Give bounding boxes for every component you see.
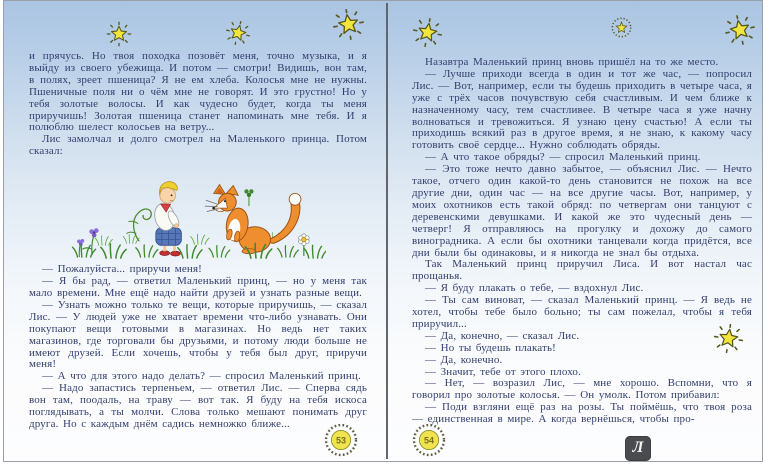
watermark-letter: Л <box>632 438 644 456</box>
clover <box>244 189 253 206</box>
prince-and-fox-drawing <box>70 163 326 261</box>
page-left <box>29 1 367 461</box>
violet-flower <box>82 228 98 255</box>
paragraph: — Да, конечно, — сказал Лис. <box>425 329 580 342</box>
paragraph: — Надо запастись терпеньем, — ответил Лис. — Сперва сядь вон там, поодаль, на траву — вот так. Я буду на тебя искоса поглядывать, а ты молчи. Слова только мешают понимать друг друга. Но с каждым днём садись немножко ближе... <box>29 382 367 430</box>
paragraph: Назавтра Маленький принц вновь пришёл на то же место. <box>425 56 719 68</box>
prince-and-fox-illustration <box>70 163 326 261</box>
paragraph: — А что такое обряды? — спросил Маленький принц. <box>425 151 701 164</box>
paragraph: — Я буду плакать о тебе, — вздохнул Лис. <box>425 282 644 295</box>
paragraph: — Это тоже нечто давно забытое, — объяснил Лис. — Нечто такое, отчего один какой-то день становится не похож на все другие дни, один час — на все другие часы. Вот, например, у моих охотников есть такой обряд: по четвергам они танцуют с деревенскими девушками. И какой же это чудесный день — четверг! Я отправляюсь на прогулку и дохожу до самого виноградника. А если бы охотники танцевали когда придётся, все дни были бы одинаковы, и я никогда не знал бы отдыха. <box>412 163 752 259</box>
curly-fern <box>126 209 151 241</box>
fox-figure <box>205 185 301 254</box>
paragraph: — Узнать можно только те вещи, которые приручишь, — сказал Лис. — У людей уже не хватает времени что-либо узнавать. Они покупают вещи готовыми в магазинах. Но ведь нет таких магазинов, где торговали бы друзьями, и потому люди больше не имеют друзей. Если хочешь, чтобы у тебя был друг, приручи меня! <box>29 298 367 371</box>
paragraph: — Пожалуйста... приручи меня! <box>42 263 202 276</box>
page-number-right: 54 <box>423 435 435 446</box>
paragraph: — Поди взгляни ещё раз на розы. Ты поймёшь, что твоя роза — единственная в мире. А когда вернёшься, чтобы про- <box>412 401 752 426</box>
paragraph: — Я бы рад, — ответил Маленький принц, — но у меня так мало времени. Мне ещё надо найти друзей и узнать разные вещи. <box>29 275 367 299</box>
book-spread <box>3 0 763 462</box>
sun-page-number-icon <box>322 421 360 459</box>
paragraph: Так Маленький принц приручил Лиса. И вот настал час прощанья. <box>412 258 752 283</box>
page-gutter-line <box>386 3 388 459</box>
paragraph: Лис замолчал и долго смотрел на Маленького принца. Потом сказал: <box>29 133 367 158</box>
star-doodle-icon <box>711 321 746 356</box>
paragraph: — Лучше приходи всегда в один и тот же час, — попросил Лис. — Вот, например, если ты будешь приходить в четыре часа, я уже с трёх часов почувствую себя счастливым. И чем ближе к назначенному часу, тем счастливее. В четыре часа я уже начну волноваться и тревожиться. Я узнаю цену счастью! А если ты приходишь всякий раз в другое время, я не знаю, к какому часу готовить своё сердце... Нужно соблюдать обряды. <box>412 67 752 152</box>
paragraph: — Нет, — возразил Лис, — мне хорошо. Вспомни, что я говорил про золотые колосья. — Он умолк. Потом прибавил: <box>412 377 752 402</box>
paragraph: — Да, конечно. <box>425 353 503 366</box>
page-right <box>412 1 752 461</box>
paragraph: — А что для этого надо делать? — спросил Маленький принц. <box>42 370 361 383</box>
page-number-left: 53 <box>335 435 347 446</box>
sun-page-number-icon <box>410 421 448 459</box>
paragraph: — Но ты будешь плакать! <box>425 341 556 354</box>
labirint-watermark-logo <box>625 436 651 461</box>
paragraph: — Ты сам виноват, — сказал Маленький принц. — Я ведь не хотел, чтобы тебе было больно; ты сам пожелал, чтобы я тебя приручил... <box>412 294 752 330</box>
paragraph: — Значит, тебе от этого плохо. <box>425 365 581 378</box>
little-prince-figure <box>152 182 181 256</box>
paragraph: и прячусь. Но твоя походка позовёт меня, точно музыка, и я выйду из своего убежища. И потом — смотри! Видишь, вон там, в полях, зреет пшеница? Я не ем хлеба. Колосья мне не нужны. Пшеничные поля ни о чём мне не говорят. И это грустно! Но у тебя золотые волосы. И как чудесно будет, когда ты меня приручишь! Золотая пшеница станет напоминать мне тебя. И я полюблю шелест колосьев на ветру... <box>29 50 367 134</box>
